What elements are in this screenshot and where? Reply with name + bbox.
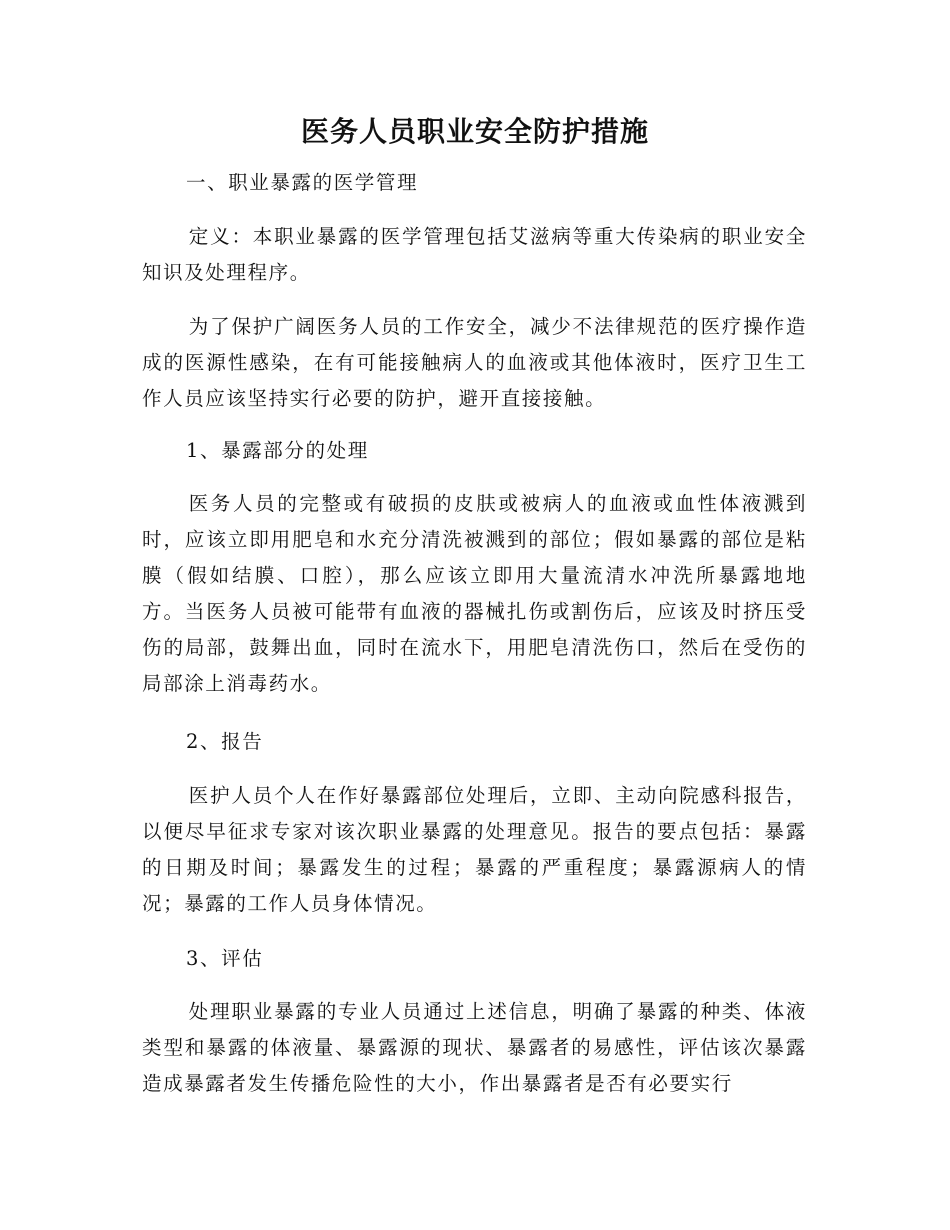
paragraph-report: 医护人员个人在作好暴露部位处理后，立即、主动向院感科报告，以便尽早征求专家对该次职业暴露的处理意见。报告的要点包括：暴露的日期及时间；暴露发生的过程；暴露的严重程度；暴露源病人的情况；暴露的工作人员身体情况。: [142, 784, 807, 915]
paragraph-definition: 定义：本职业暴露的医学管理包括艾滋病等重大传染病的职业安全知识及处理程序。: [142, 225, 807, 284]
paragraph-exposure-treatment: 医务人员的完整或有破损的皮肤或被病人的血液或血性体液溅到时，应该立即用肥皂和水充分清洗被溅到的部位；假如暴露的部位是粘膜（假如结膜、口腔），那么应该立即用大量流清水冲洗所暴露地地方。当医务人员被可能带有血液的器械扎伤或割伤后，应该及时挤压受伤的局部，鼓舞出血，同时在流水下，用肥皂清洗伤口，然后在受伤的局部涂上消毒药水。: [142, 492, 807, 695]
paragraph-intro: 为了保护广阔医务人员的工作安全，减少不法律规范的医疗操作造成的医源性感染，在有可能接触病人的血液或其他体液时，医疗卫生工作人员应该坚持实行必要的防护，避开直接接触。: [142, 315, 807, 410]
section-heading-occupational-exposure: 一、职业暴露的医学管理: [186, 171, 419, 194]
item-heading-report: 2、报告: [186, 730, 264, 753]
document-title: 医务人员职业安全防护措施: [300, 115, 649, 148]
item-heading-exposure-treatment: 1、暴露部分的处理: [186, 439, 369, 462]
item-heading-assessment: 3、评估: [186, 947, 264, 970]
paragraph-assessment: 处理职业暴露的专业人员通过上述信息，明确了暴露的种类、体液类型和暴露的体液量、暴露源的现状、暴露者的易感性，评估该次暴露造成暴露者发生传播危险性的大小，作出暴露者是否有必要实行: [142, 1000, 807, 1095]
